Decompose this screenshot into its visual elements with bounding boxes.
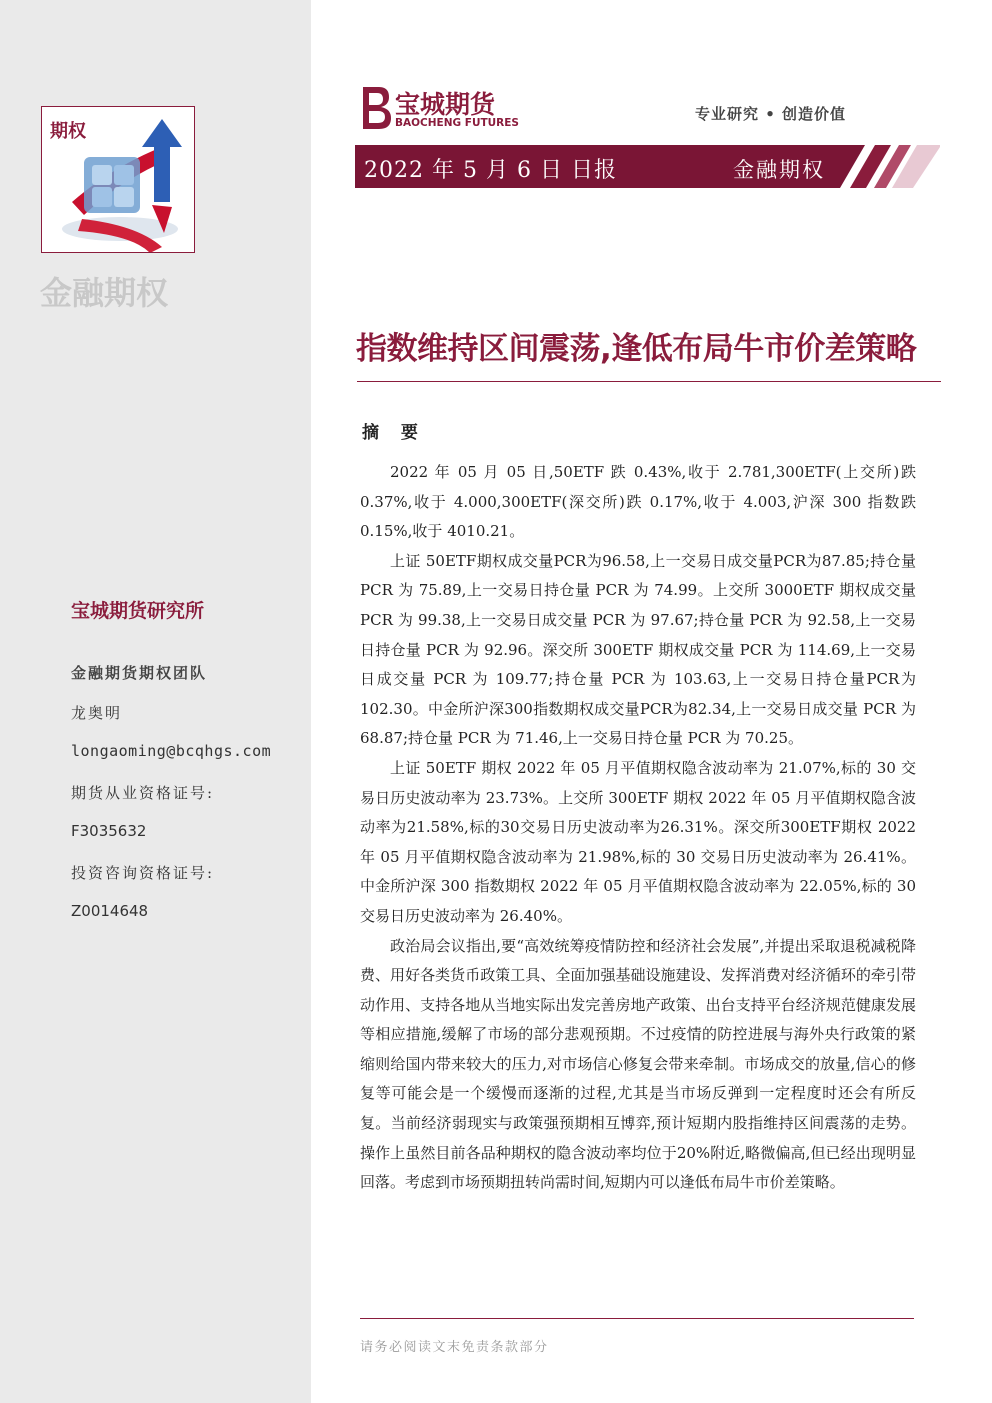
futures-cert-number: F3035632 — [71, 822, 147, 840]
footer-disclaimer: 请务必阅读文末免责条款部分 — [360, 1340, 549, 1355]
paragraph-outlook: 政治局会议指出,要“高效统筹疫情防控和经济社会发展”,并提出采取退税减税降费、用好各类货币政策工具、全面加强基础设施建设、发挥消费对经济循环的牵引带动作用、支持各地从当地实际出发完善房地产政策、出台支持平台经济规范健康发展等相应措施,缓解了市场的部分悲观预期。不过疫情的防控进展与海外央行政策的紧缩则给国内带来较大的压力,对市场信心修复会带来牵制。市场成交的放量,信心的修复等可能会是一个缓慢而逐渐的过程,尤其是当市场反弹到一定程度时还会有所反复。当前经济弱现实与政策强预期相互博弈,预计短期内股指维持区间震荡的走势。操作上虽然目前各品种期权的隐含波动率均位于20%附近,略微偏高,但已经出现明显回落。考虑到市场预期扭转尚需时间,短期内可以逢低布局牛市价差策略。 — [360, 936, 916, 1192]
footer-divider — [360, 1318, 914, 1319]
sidebar-title: 金融期权 — [40, 274, 169, 312]
analyst-email[interactable]: longaoming@bcqhgs.com — [71, 742, 272, 760]
abstract-body — [360, 458, 916, 1198]
report-category: 金融期权 — [733, 158, 825, 182]
slogan: 专业研究 • 创造价值 — [695, 105, 847, 123]
paragraph-market-summary: 2022 年 05 月 05 日,50ETF 跌 0.43%,收于 2.781,300ETF(上交所)跌 0.37%,收于 4.000,300ETF(深交所)跌 0.17%,收于 4.003,沪深 300 指数跌 0.15%,收于 4010.21。 — [360, 463, 916, 541]
cover-label: 期权 — [50, 121, 86, 142]
report-headline: 指数维持区间震荡,逢低布局牛市价差策略 — [356, 331, 917, 367]
report-date: 2022 年 5 月 6 日 日报 — [364, 158, 617, 183]
headline-divider — [357, 381, 941, 382]
paragraph-volatility: 上证 50ETF 期权 2022 年 05 月平值期权隐含波动率为 21.07%,标的 30 交易日历史波动率为 23.73%。上交所 300ETF 期权 2022 年 05 月平值期权隐含波动率为21.58%,标的30交易日历史波动率为26.31%。深交所300ETF期权 2022 年 05 月平值期权隐含波动率为 21.98%,标的 30 交易日历史波动率为 26.41%。中金所沪深 300 指数期权 2022 年 05 月平值期权隐含波动率为 22.05%,标的 30 交易日历史波动率为 26.40%。 — [360, 758, 916, 925]
cover-image — [41, 106, 195, 253]
sidebar — [0, 0, 311, 1403]
logo-mark-icon — [357, 85, 393, 131]
logo-english-name: BAOCHENG FUTURES — [395, 117, 519, 129]
paragraph-pcr: 上证 50ETF期权成交量PCR为96.58,上一交易日成交量PCR为87.85;持仓量 PCR 为 75.89,上一交易日持仓量 PCR 为 74.99。上交所 3000ETF 期权成交量 PCR 为 99.38,上一交易日成交量 PCR 为 97.67;持仓量 PCR 为 92.58,上一交易日持仓量 PCR 为 92.96。深交所 300ETF 期权成交量 PCR 为 114.69,上一交易日成交量 PCR 为 109.77;持仓量 PCR 为 103.63,上一交易日持仓量PCR为102.30。中金所沪深300指数期权成交量PCR为82.34,上一交易日成交量 PCR 为 68.87;持仓量 PCR 为 71.46,上一交易日持仓量 PCR 为 70.25。 — [360, 551, 916, 748]
logo-chinese-name: 宝城期货 — [395, 90, 496, 119]
company-logo — [357, 85, 527, 131]
analyst-name: 龙奥明 — [71, 704, 123, 722]
advisory-cert-label: 投资咨询资格证号: — [71, 864, 215, 882]
abstract-title: 摘 要 — [362, 423, 426, 443]
team-name: 金融期货期权团队 — [71, 664, 208, 682]
futures-cert-label: 期货从业资格证号: — [71, 784, 215, 802]
institute-name: 宝城期货研究所 — [71, 600, 205, 622]
advisory-cert-number: Z0014648 — [71, 902, 149, 920]
